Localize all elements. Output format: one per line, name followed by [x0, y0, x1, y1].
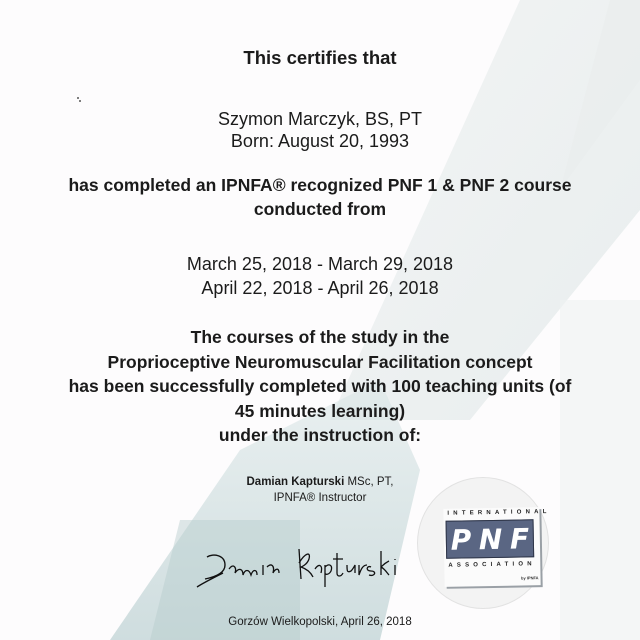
study-line-5: under the instruction of:	[218, 425, 422, 445]
logo-top-text: INTERNATIONAL	[447, 508, 551, 517]
logo-letter: N	[478, 522, 503, 556]
instructor-name: Damian Kapturski	[246, 476, 345, 488]
course-dates-1: March 25, 2018 - March 29, 2018	[186, 254, 454, 274]
speck	[79, 100, 81, 102]
speck	[77, 97, 79, 99]
pnf-logo	[443, 507, 551, 587]
course-dates-2: April 22, 2018 - April 26, 2018	[201, 278, 439, 298]
logo-letter: P	[450, 522, 472, 557]
study-line-1: The courses of the study in the	[190, 327, 450, 347]
course-statement-cont: conducted from	[253, 199, 387, 219]
logo-letter: F	[509, 521, 530, 556]
logo-bottom-text: ASSOCIATION	[448, 561, 536, 569]
instructor-title: IPNFA® Instructor	[273, 492, 367, 504]
certificate-heading: This certifies that	[243, 47, 397, 68]
pnf-association-seal	[418, 478, 551, 608]
logo-pnf-box	[446, 519, 535, 559]
recipient-birthdate: Born: August 20, 1993	[230, 131, 410, 151]
recipient-name: Szymon Marczyk, BS, PT	[217, 109, 423, 129]
study-line-3: has been successfully completed with 100 teaching units (of	[68, 376, 572, 396]
course-statement: has completed an IPNFA® recognized PNF 1 & PNF 2 course	[68, 175, 572, 195]
instructor-signature	[195, 543, 410, 593]
place-and-date: Gorzów Wielkopolski, April 26, 2018	[228, 616, 412, 628]
study-line-4: 45 minutes learning)	[234, 401, 406, 421]
logo-by-text: by IPNFA	[520, 575, 539, 581]
study-line-2: Proprioceptive Neuromuscular Facilitation concept	[107, 352, 533, 372]
instructor-name-line	[0, 476, 640, 488]
instructor-credentials: MSc, PT,	[344, 476, 394, 488]
